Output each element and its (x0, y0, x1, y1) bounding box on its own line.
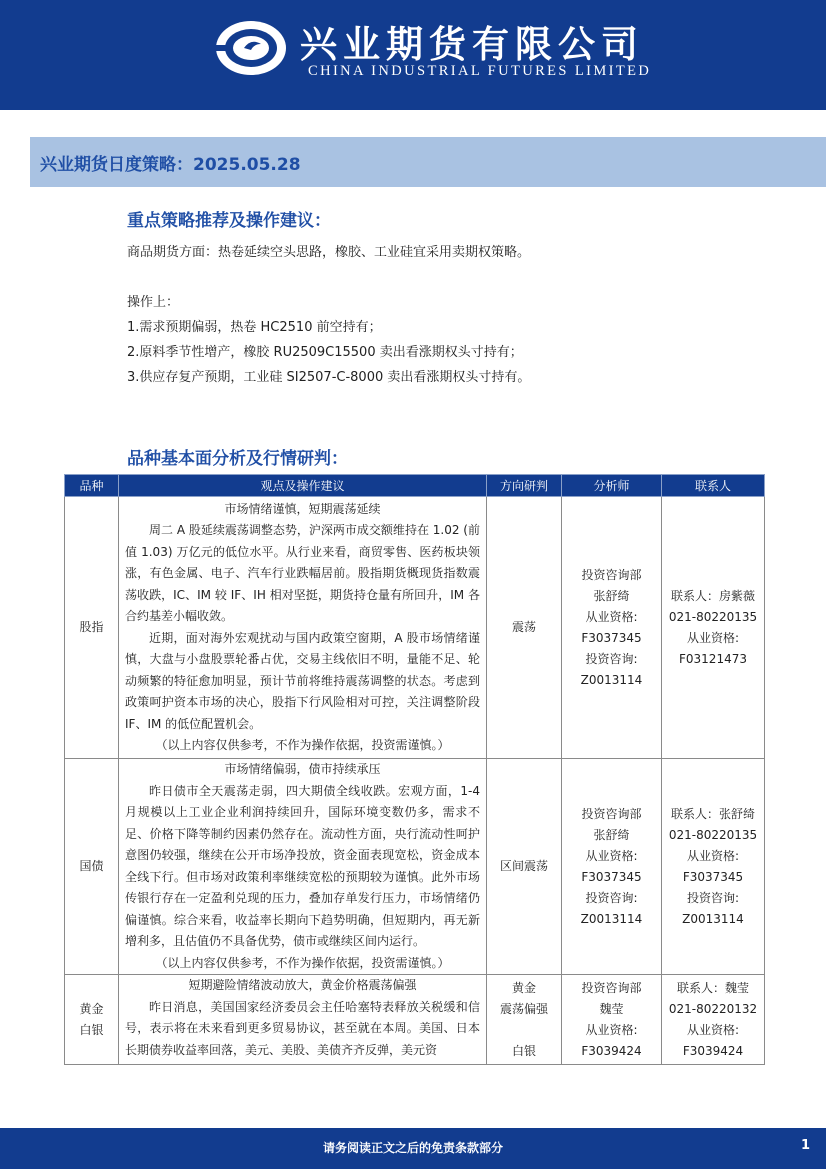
analyst-cell (562, 975, 662, 1065)
direction-text: 震荡 (511, 620, 536, 634)
page-header (0, 0, 826, 110)
analyst-line: F3037345 (581, 630, 642, 645)
ops-item: 1.需求预期偏弱，热卷 HC2510 前空持有； (127, 320, 382, 335)
col-header-analyst: 分析师 (562, 475, 662, 497)
analyst-line: Z0013114 (580, 672, 643, 687)
direction-text: 黄金 (511, 980, 536, 995)
analyst-cell (562, 497, 662, 759)
page-title: 兴业期货日度策略：2025.05.28 (40, 155, 301, 175)
contact-line: 联系人：张舒绮 (670, 806, 755, 821)
view-title: 市场情绪谨慎，短期震荡延续 (224, 501, 381, 516)
direction-cell (487, 759, 562, 975)
col-header-view: 观点及操作建议 (119, 475, 487, 497)
contact-cell (662, 497, 765, 759)
view-disclaimer: （以上内容仅供参考，不作为操作依据，投资需谨慎。） (155, 738, 450, 752)
analyst-line: F3039424 (581, 1043, 642, 1058)
view-cell (119, 759, 487, 975)
view-title: 短期避险情绪波动放大，黄金价格震荡偏强 (188, 978, 417, 992)
ops-item: 2.原料季节性增产，橡胶 RU2509C15500 卖出看涨期权头寸持有； (127, 345, 523, 360)
contact-line: 投资咨询: (686, 890, 740, 905)
variety-name: 黄金 (79, 1001, 104, 1016)
table-row (65, 975, 765, 1065)
analyst-line: 从业资格: (585, 848, 638, 863)
view-paragraph: 近期，面对海外宏观扰动与国内政策空窗期，A 股市场情绪谨慎，大盘与小盘股票轮番占优，交易主线依旧不明，量能不足、轮动频繁的特征愈加明显，预计节前将维持震荡调整的状态。考虑到政策呵护资本市场的决心，股指下行风险相对可控，关注调整阶段 IF、IM 的低位配置机会。 (125, 630, 480, 731)
view-paragraph: 昨日债市全天震荡走弱，四大期债全线收跌。宏观方面，1-4 月规模以上工业企业利润持续回升，国际环境变数仍多，需求不足、价格下降等制约因素仍然存在。流动性方面，央行流动性呵护意图仍较强，继续在公开市场净投放，资金面表现宽松，资金成本全线下行。但市场对政策利率继续宽松的预期较为谨慎。此外市场传银行存在一定盈利兑现的压力，叠加存单发行压力，市场情绪仍偏谨慎。综合来看，收益率长期向下趋势明确，但短期内，再无新增利多，且估值仍不具备优势，债市或继续区间内运行。 (125, 783, 480, 948)
section-heading-strategy: 重点策略推荐及操作建议： (127, 211, 331, 231)
view-disclaimer: （以上内容仅供参考，不作为操作依据，投资需谨慎。） (155, 955, 450, 970)
direction-text: 震荡偏强 (499, 1001, 548, 1016)
title-band (30, 137, 826, 187)
ops-item: 3.供应存复产预期，工业硅 SI2507-C-8000 卖出看涨期权头寸持有。 (127, 370, 531, 385)
contact-line: 从业资格: (686, 848, 740, 863)
contact-line: 从业资格: (686, 630, 740, 645)
table-row (65, 759, 765, 975)
section-heading-analysis: 品种基本面分析及行情研判： (127, 449, 348, 469)
view-cell (119, 497, 487, 759)
contact-line: 021-80220135 (668, 827, 758, 842)
contact-line: 021-80220135 (668, 609, 758, 624)
variety-name: 白银 (79, 1022, 104, 1037)
contact-line: F3037345 (682, 869, 744, 884)
analyst-line: 投资咨询部 (581, 980, 642, 995)
analyst-line: 投资咨询部 (581, 567, 642, 582)
footer-disclaimer: 请务阅读正文之后的免责条款部分 (322, 1141, 503, 1155)
company-logo-icon (214, 18, 288, 78)
contact-cell (662, 759, 765, 975)
table-header-row (65, 475, 765, 497)
analyst-line: 魏莹 (599, 1001, 624, 1016)
col-header-variety: 品种 (65, 475, 119, 497)
analysis-table (64, 474, 765, 1065)
contact-line: 021-80220132 (668, 1001, 758, 1016)
contact-line: F3039424 (682, 1043, 744, 1058)
analyst-line: 投资咨询: (585, 890, 638, 905)
view-cell (119, 975, 487, 1065)
variety-cell (65, 759, 119, 975)
variety-cell (65, 975, 119, 1065)
analyst-line: 投资咨询部 (581, 806, 642, 821)
direction-spacer (487, 1020, 561, 1041)
analyst-line: 从业资格: (585, 609, 638, 624)
ops-title: 操作上： (127, 295, 180, 310)
company-name-en: CHINA INDUSTRIAL FUTURES LIMITED (308, 63, 652, 79)
page-number: 1 (801, 1138, 811, 1153)
view-paragraph: 周二 A 股延续震荡调整态势，沪深两市成交额维持在 1.02 (前值 1.03) 万亿元的低位水平。从行业来看，商贸零售、医药板块领涨，有色金属、电子、汽车行业跌幅居前。股指期货概现货指数震荡收跌，IC、IM 较 IF、IH 相对坚挺，期货持仓量有所回升，IM 各合约基差小幅收敛。 (125, 523, 480, 623)
analyst-line: 从业资格: (585, 1022, 638, 1037)
variety-name: 股指 (79, 620, 104, 634)
contact-cell (662, 975, 765, 1065)
direction-cell (487, 497, 562, 759)
view-paragraph: 昨日消息，美国国家经济委员会主任哈塞特表释放关税缓和信号，表示将在未来看到更多贸易协议，甚至就在本周。美国、日本长期债券收益率回落，美元、美股、美债齐齐反弹，美元资 (125, 999, 480, 1057)
contact-line: 从业资格: (686, 1022, 740, 1037)
direction-cell (487, 975, 562, 1065)
contact-line: Z0013114 (682, 911, 744, 926)
page-footer (0, 1128, 826, 1169)
col-header-direction: 方向研判 (487, 475, 562, 497)
contact-line: 联系人：魏莹 (676, 980, 749, 995)
analyst-cell (562, 759, 662, 975)
contact-line: F03121473 (679, 651, 747, 666)
variety-cell (65, 497, 119, 759)
analyst-line: 投资咨询: (585, 651, 638, 666)
strategy-summary: 商品期货方面：热卷延续空头思路，橡胶、工业硅宜采用卖期权策略。 (127, 245, 531, 260)
analyst-line: 张舒绮 (593, 827, 630, 842)
analyst-line: F3037345 (581, 869, 642, 884)
variety-name: 国债 (79, 859, 104, 873)
contact-line: 联系人：房紫薇 (670, 588, 755, 603)
view-title: 市场情绪偏弱，债市持续承压 (224, 762, 381, 776)
table-row (65, 497, 765, 759)
col-header-contact: 联系人 (662, 475, 765, 497)
direction-text: 区间震荡 (499, 859, 548, 873)
analyst-line: 张舒绮 (593, 588, 630, 603)
analyst-line: Z0013114 (580, 911, 643, 926)
company-name-cn: 兴业期货有限公司 (300, 22, 644, 66)
direction-text: 白银 (511, 1043, 536, 1058)
